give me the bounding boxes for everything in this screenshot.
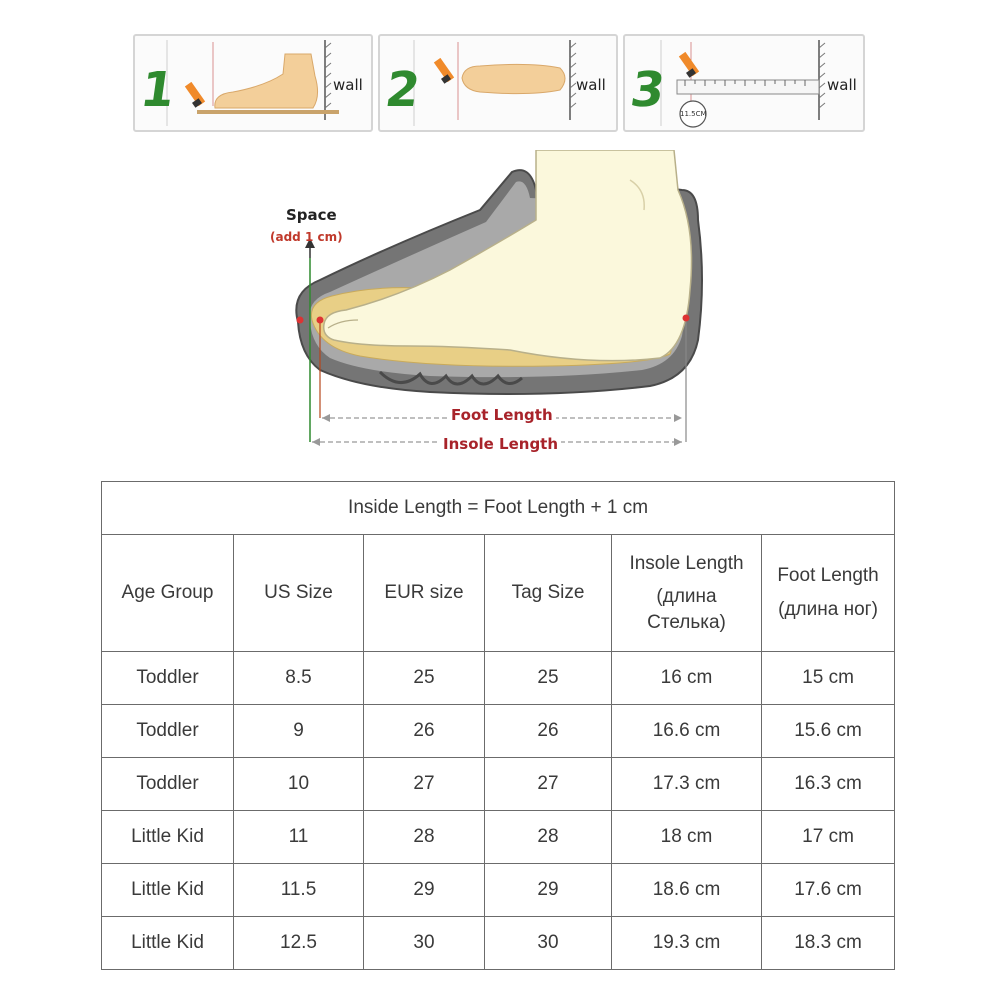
cell-foot-length: 15.6 cm [762, 705, 895, 758]
header-eur-size: EUR size [364, 535, 485, 652]
shoe-fit-diagram [250, 150, 730, 470]
step-3-wall-label: wall [827, 76, 857, 94]
cell-foot-length: 17.6 cm [762, 864, 895, 917]
cell-foot-length: 15 cm [762, 652, 895, 705]
table-title: Inside Length = Foot Length + 1 cm [102, 482, 895, 535]
header-age-group: Age Group [102, 535, 234, 652]
cell-foot-length: 18.3 cm [762, 917, 895, 970]
cell-tag-size: 29 [485, 864, 612, 917]
header-foot-length [762, 535, 895, 652]
foot-length-label: Foot Length [448, 406, 556, 424]
size-chart-table [101, 481, 895, 970]
step-3-ruler-reading: 11.5CM [680, 110, 707, 118]
header-insole-length [612, 535, 762, 652]
cell-insole-length: 17.3 cm [612, 758, 762, 811]
table-header-row [102, 535, 895, 652]
cell-eur-size: 25 [364, 652, 485, 705]
cell-us-size: 11 [234, 811, 364, 864]
space-label: Space [286, 206, 337, 224]
cell-tag-size: 26 [485, 705, 612, 758]
cell-us-size: 8.5 [234, 652, 364, 705]
cell-us-size: 12.5 [234, 917, 364, 970]
cell-age-group: Toddler [102, 705, 234, 758]
cell-insole-length: 16.6 cm [612, 705, 762, 758]
step-3-number: 3 [627, 62, 669, 118]
table-row [102, 705, 895, 758]
cell-tag-size: 28 [485, 811, 612, 864]
step-1-wall-label: wall [333, 76, 363, 94]
cell-tag-size: 25 [485, 652, 612, 705]
step-1-panel [133, 34, 373, 132]
cell-age-group: Toddler [102, 652, 234, 705]
table-row [102, 758, 895, 811]
cell-foot-length: 16.3 cm [762, 758, 895, 811]
cell-us-size: 9 [234, 705, 364, 758]
cell-insole-length: 18.6 cm [612, 864, 762, 917]
cell-us-size: 10 [234, 758, 364, 811]
cell-insole-length: 18 cm [612, 811, 762, 864]
table-row [102, 652, 895, 705]
header-foot-length-ru: (длина ног) [778, 599, 878, 620]
step-2-number: 2 [382, 62, 424, 118]
cell-age-group: Little Kid [102, 917, 234, 970]
cell-eur-size: 29 [364, 864, 485, 917]
header-us-size: US Size [234, 535, 364, 652]
header-insole-length-en: Insole Length [629, 552, 744, 574]
cell-tag-size: 30 [485, 917, 612, 970]
cell-insole-length: 16 cm [612, 652, 762, 705]
header-insole-length-ru: (длина Стелька) [647, 586, 726, 633]
step-3-panel [623, 34, 865, 132]
table-row [102, 811, 895, 864]
cell-insole-length: 19.3 cm [612, 917, 762, 970]
step-1-number: 1 [137, 62, 179, 118]
insole-length-label: Insole Length [440, 435, 561, 453]
cell-eur-size: 30 [364, 917, 485, 970]
cell-eur-size: 28 [364, 811, 485, 864]
measuring-steps [133, 34, 865, 134]
cell-eur-size: 26 [364, 705, 485, 758]
cell-foot-length: 17 cm [762, 811, 895, 864]
cell-age-group: Little Kid [102, 864, 234, 917]
cell-age-group: Toddler [102, 758, 234, 811]
cell-us-size: 11.5 [234, 864, 364, 917]
table-row [102, 917, 895, 970]
space-add-note: (add 1 cm) [270, 230, 343, 244]
table-row [102, 864, 895, 917]
header-foot-length-en: Foot Length [777, 565, 879, 587]
step-2-wall-label: wall [576, 76, 606, 94]
header-tag-size: Tag Size [485, 535, 612, 652]
table-title-row [102, 482, 895, 535]
cell-tag-size: 27 [485, 758, 612, 811]
cell-age-group: Little Kid [102, 811, 234, 864]
cell-eur-size: 27 [364, 758, 485, 811]
step-2-panel [378, 34, 618, 132]
